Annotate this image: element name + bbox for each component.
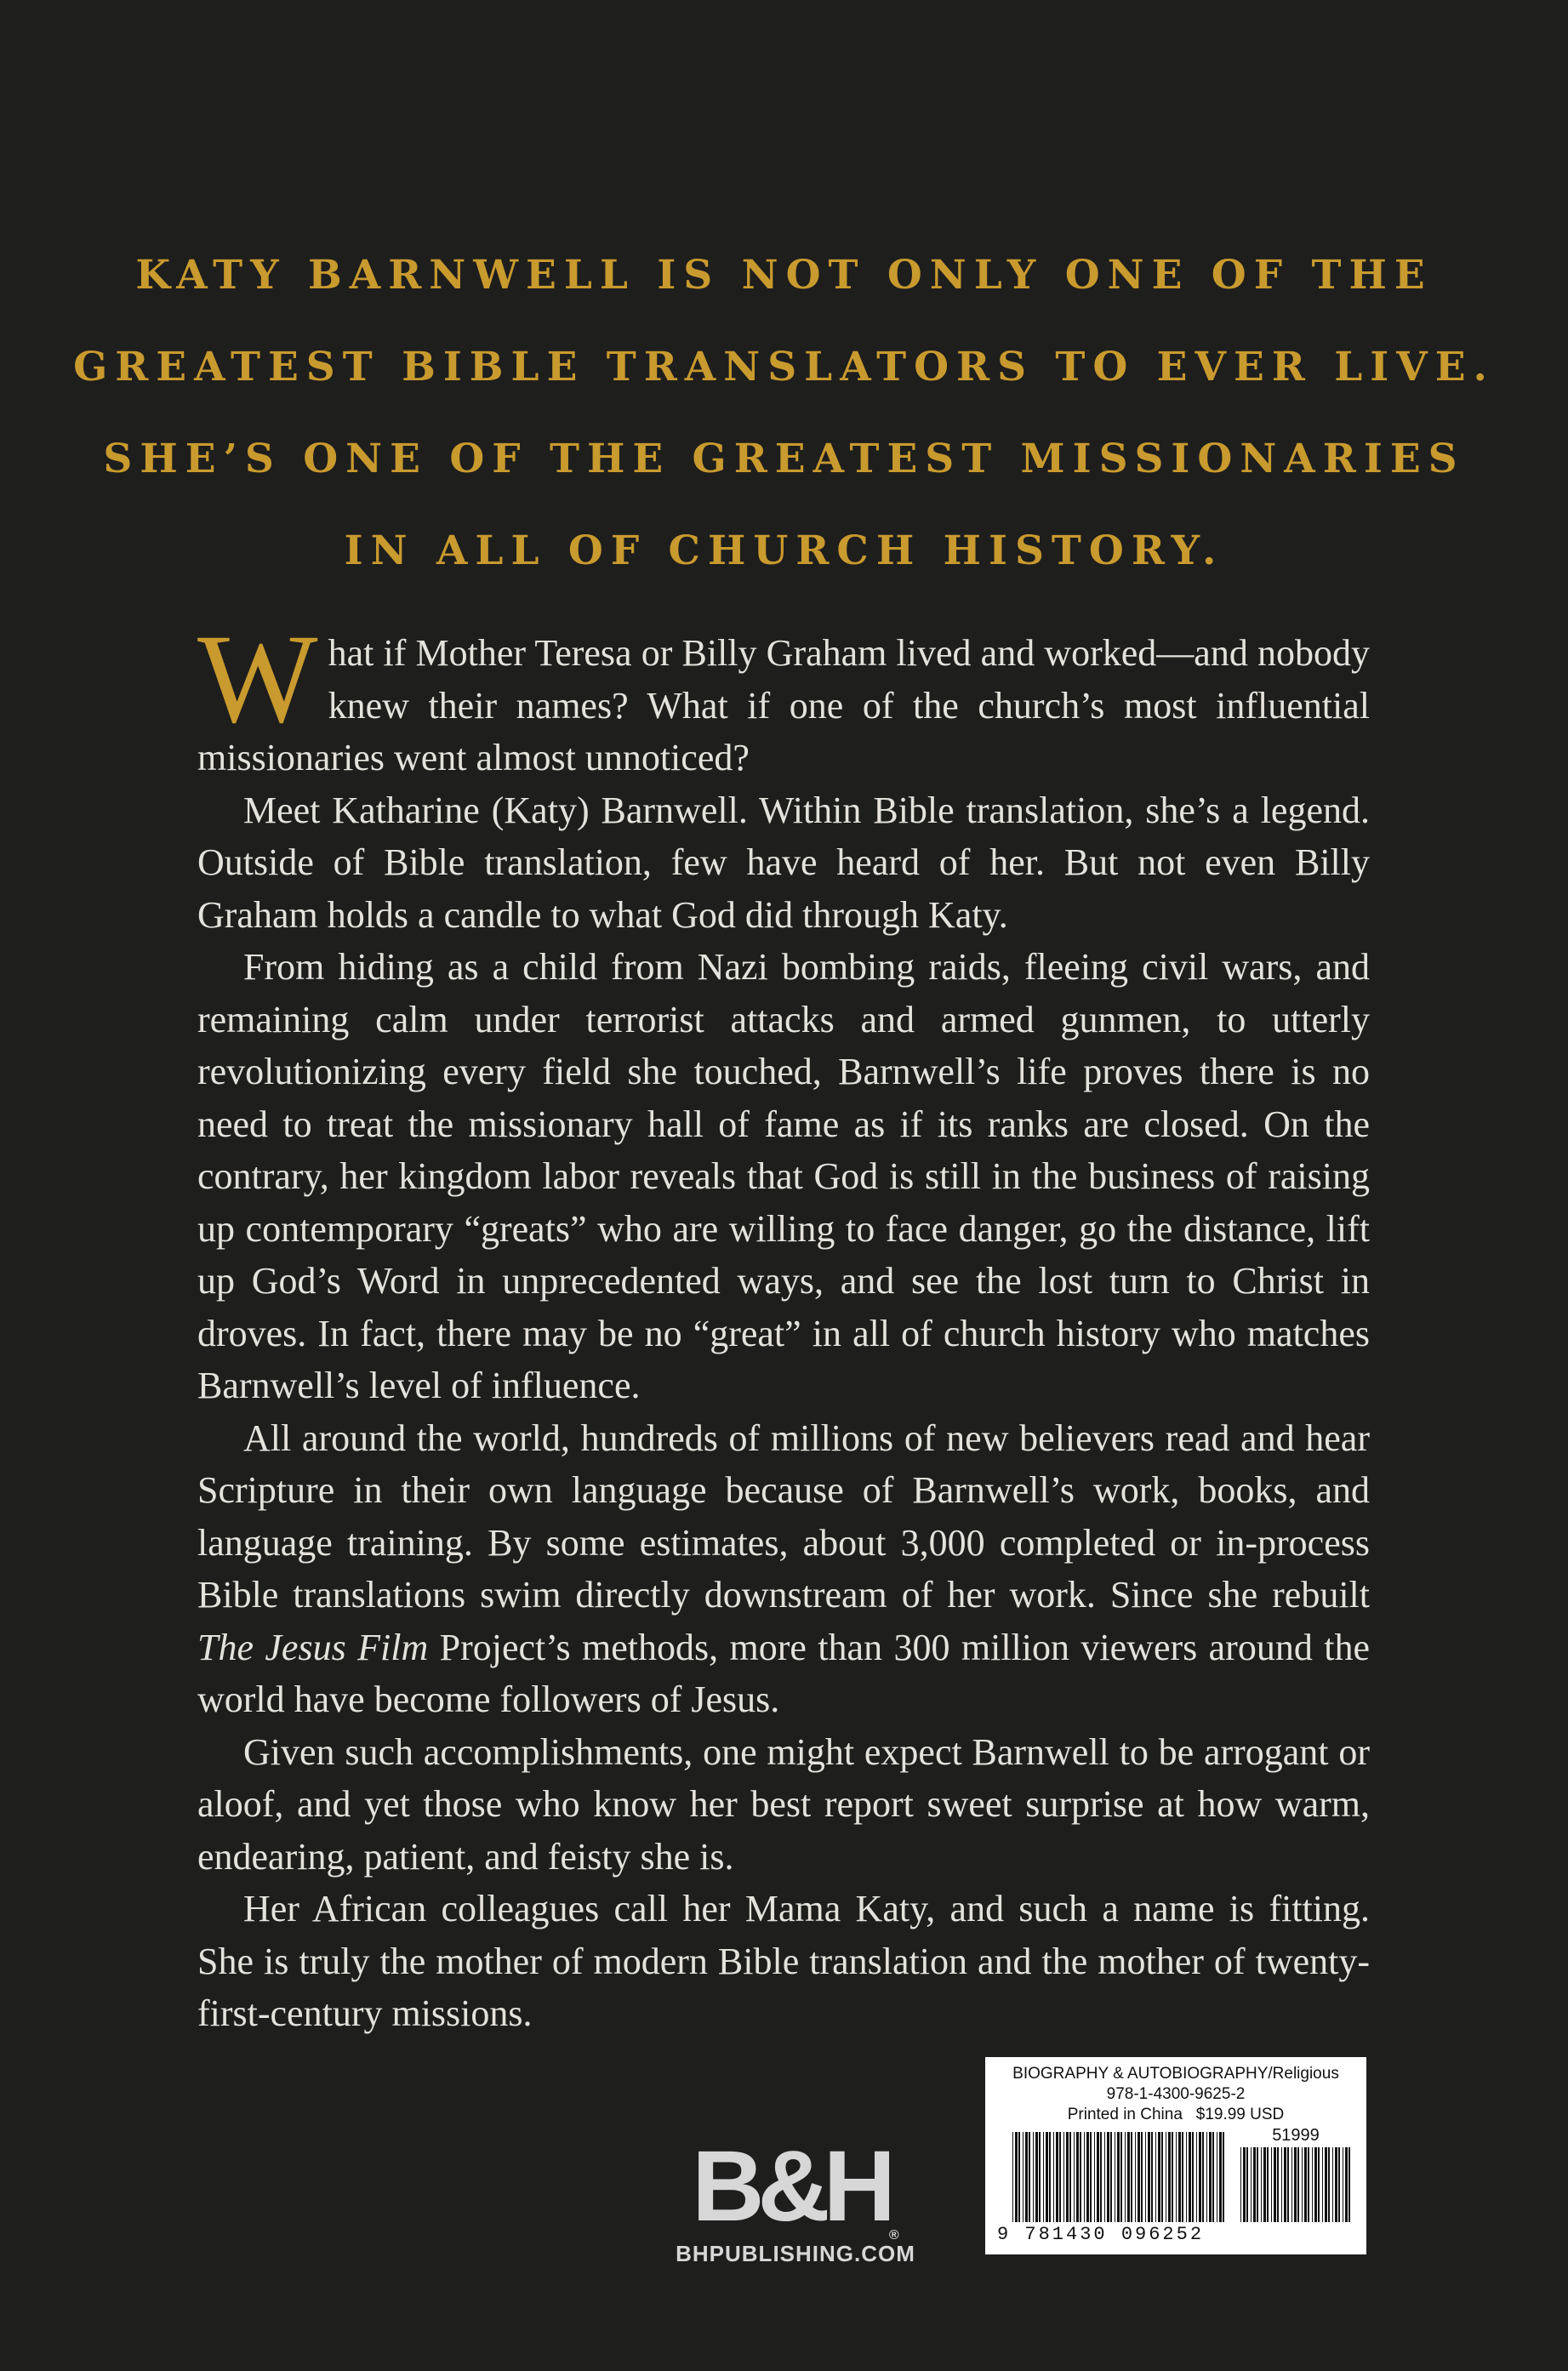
barcode-bar	[1135, 2132, 1136, 2222]
barcode-bar	[1271, 2147, 1272, 2222]
paragraph-2: Meet Katharine (Katy) Barnwell. Within Bible translation, she’s a legend. Outside of Bible translation, few have heard of her. But not even Billy Graham holds a candle to what God did through Katy.	[197, 789, 1370, 936]
headline-line-3: SHE’S ONE OF THE GREATEST MISSIONARIES	[103, 436, 1465, 482]
blurb-body	[197, 608, 1370, 2040]
drop-cap: W	[197, 608, 318, 749]
barcode-digits: 9 781430 096252	[997, 2224, 1205, 2245]
barcode-bar	[1291, 2147, 1292, 2222]
barcode-bar	[1046, 2132, 1048, 2222]
barcode-bar	[1012, 2132, 1013, 2222]
barcode-bar	[1035, 2132, 1038, 2222]
barcode-bar	[1158, 2132, 1160, 2222]
barcode-category: BIOGRAPHY & AUTOBIOGRAPHY/Religious	[1012, 2065, 1339, 2083]
barcode-bar	[1240, 2147, 1241, 2222]
publisher-url: BHPUBLISHING.COM	[676, 2241, 915, 2266]
barcode-bar	[1155, 2132, 1156, 2222]
barcode-bar	[1263, 2147, 1266, 2222]
barcode-bar	[1049, 2132, 1051, 2222]
barcode-bar	[1338, 2147, 1340, 2222]
barcode-bar	[1202, 2132, 1204, 2222]
barcode-bar	[1267, 2147, 1269, 2222]
paragraph-4	[197, 1412, 1370, 1726]
barcode-bar	[1145, 2132, 1146, 2222]
barcode-bar	[1059, 2132, 1061, 2222]
barcode-bar	[1074, 2132, 1075, 2222]
paragraph-1-text: hat if Mother Teresa or Billy Graham lived and worked—and nobody knew their names? What if one of the church’s most influential missionaries went almost unnoticed?	[197, 632, 1370, 778]
barcode-bar	[1325, 2147, 1327, 2222]
barcode-bar	[1063, 2132, 1064, 2222]
barcode-bar	[1039, 2132, 1041, 2222]
paragraph-4-text-b: Project’s methods, more than 300 million viewers around the world have become followers of Jesus.	[197, 1626, 1370, 1720]
publisher-block	[672, 2130, 919, 2271]
paragraph-4-text-a: All around the world, hundreds of millions of new believers read and hear Scripture in their own language because of Barnwell’s work, books, and language training. By some estimates, about 3,000 completed or in-process Bible translations swim directly downstream of her work. Since she rebuilt	[197, 1416, 1370, 1616]
barcode-bar	[1161, 2132, 1163, 2222]
barcode-bar	[1261, 2147, 1262, 2222]
barcode-bar	[1332, 2147, 1333, 2222]
publisher-logo	[672, 2130, 919, 2243]
barcode-bar	[1056, 2132, 1058, 2222]
headline	[0, 230, 1568, 597]
barcode-bar	[1084, 2132, 1085, 2222]
barcode-price-line	[985, 2105, 1366, 2125]
paragraph-1	[197, 608, 1370, 784]
barcode-bar	[1168, 2132, 1171, 2222]
barcode-bar	[1151, 2132, 1153, 2222]
barcode-bar	[1219, 2132, 1222, 2222]
barcode-bar	[1281, 2147, 1282, 2222]
barcode-bar	[1182, 2132, 1183, 2222]
headline-line-4: IN ALL OF CHURCH HISTORY.	[344, 527, 1224, 574]
barcode-bar	[1251, 2147, 1252, 2222]
barcode-bar	[1029, 2132, 1030, 2222]
barcode-bar	[1107, 2132, 1109, 2222]
barcode-bar	[1076, 2132, 1079, 2222]
barcode-bar	[1274, 2147, 1276, 2222]
barcode-bar	[1314, 2147, 1317, 2222]
barcode-bar	[1117, 2132, 1120, 2222]
barcode-bar	[1086, 2132, 1089, 2222]
barcode-bar	[1097, 2132, 1099, 2222]
barcode-bar	[1094, 2132, 1095, 2222]
barcode-bar	[1025, 2132, 1028, 2222]
barcode-bar	[1348, 2147, 1350, 2222]
barcode-bar	[1253, 2147, 1256, 2222]
barcode-bar	[1199, 2132, 1201, 2222]
barcode-bar	[1069, 2132, 1071, 2222]
barcode-box	[985, 2057, 1366, 2254]
barcode-price: $19.99 USD	[1195, 2106, 1285, 2123]
barcode-bar	[1322, 2147, 1323, 2222]
barcode-bar	[1120, 2132, 1122, 2222]
paragraph-3: From hiding as a child from Nazi bombing raids, fleeing civil wars, and remaining calm under terrorist attacks and armed gunmen, to utterly revolutionizing every field she touched, Barnwell’s life proves there is no need to treat the missionary hall of fame as if its ranks are closed. On the contrary, her kingdom labor reveals that God is still in the business of raising up contemporary “greats” who are willing to face danger, go the distance, lift up God’s Word in unprecedented ways, and see the lost turn to Christ in droves. In fact, there may be no “great” in all of church history who matches Barnwell’s level of influence.	[197, 946, 1370, 1406]
publisher-logo-text: B&H	[692, 2130, 889, 2243]
addon-barcode-icon	[1240, 2147, 1351, 2224]
barcode-bar	[1053, 2132, 1054, 2222]
barcode-bar	[1297, 2147, 1299, 2222]
barcode-bar	[1243, 2147, 1246, 2222]
barcode-bar	[1287, 2147, 1289, 2222]
barcode-bar	[1328, 2147, 1330, 2222]
headline-line-2: GREATEST BIBLE TRANSLATORS TO EVER LIVE.	[73, 344, 1495, 390]
barcode-bar	[1212, 2132, 1214, 2222]
barcode-bar	[1304, 2147, 1307, 2222]
registered-mark: ®	[888, 2228, 899, 2243]
barcode-bar	[1178, 2132, 1181, 2222]
headline-line-1: KATY BARNWELL IS NOT ONLY ONE OF THE	[135, 252, 1433, 299]
film-title: The Jesus Film	[197, 1626, 429, 1668]
barcode-bar	[1302, 2147, 1303, 2222]
barcode-bar	[1335, 2147, 1337, 2222]
barcode-bar	[1131, 2132, 1132, 2222]
barcode-bar	[1148, 2132, 1150, 2222]
barcode-bar	[1125, 2132, 1126, 2222]
barcode-addon-number: 51999	[1272, 2126, 1320, 2145]
barcode-bar	[1033, 2132, 1034, 2222]
barcode-bar	[1110, 2132, 1112, 2222]
barcode-bar	[1246, 2147, 1248, 2222]
paragraph-6: Her African colleagues call her Mama Katy, and such a name is fitting. She is truly the mother of modern Bible translation and the mother of twenty-first-century missions.	[197, 1888, 1370, 2034]
barcode-bar	[1104, 2132, 1105, 2222]
barcode-bar	[1080, 2132, 1081, 2222]
barcode-bar	[1090, 2132, 1092, 2222]
barcode-bar	[1196, 2132, 1197, 2222]
barcode-bar	[1138, 2132, 1140, 2222]
barcode-bar	[1257, 2147, 1258, 2222]
barcode-bar	[1284, 2147, 1286, 2222]
barcode-bar	[1277, 2147, 1279, 2222]
barcode-bar	[1176, 2132, 1177, 2222]
barcode-bar	[1318, 2147, 1320, 2222]
paragraph-5: Given such accomplishments, one might expect Barnwell to be arrogant or aloof, and yet those who know her best report sweet surprise at how warm, endearing, patient, and feisty she is.	[197, 1730, 1370, 1878]
barcode-bar	[1312, 2147, 1313, 2222]
barcode-bar	[1189, 2132, 1191, 2222]
barcode-bar	[1192, 2132, 1194, 2222]
barcode-bar	[1345, 2147, 1348, 2222]
barcode-bar	[1294, 2147, 1297, 2222]
barcode-bar	[1186, 2132, 1187, 2222]
barcode-bar	[1127, 2132, 1130, 2222]
barcode-bar	[1223, 2132, 1224, 2222]
barcode-bar	[1141, 2132, 1143, 2222]
ean-barcode-icon	[1012, 2132, 1225, 2224]
barcode-bar	[1209, 2132, 1212, 2222]
barcode-bar	[1206, 2132, 1207, 2222]
barcode-bar	[1308, 2147, 1309, 2222]
barcode-bar	[1018, 2132, 1020, 2222]
barcode-bar	[1066, 2132, 1069, 2222]
barcode-printed: Printed in China	[1067, 2106, 1183, 2123]
barcode-bar	[1172, 2132, 1173, 2222]
barcode-bar	[1100, 2132, 1102, 2222]
barcode-isbn: 978-1-4300-9625-2	[1106, 2085, 1246, 2103]
barcode-bar	[1015, 2132, 1018, 2222]
barcode-bar	[1043, 2132, 1044, 2222]
